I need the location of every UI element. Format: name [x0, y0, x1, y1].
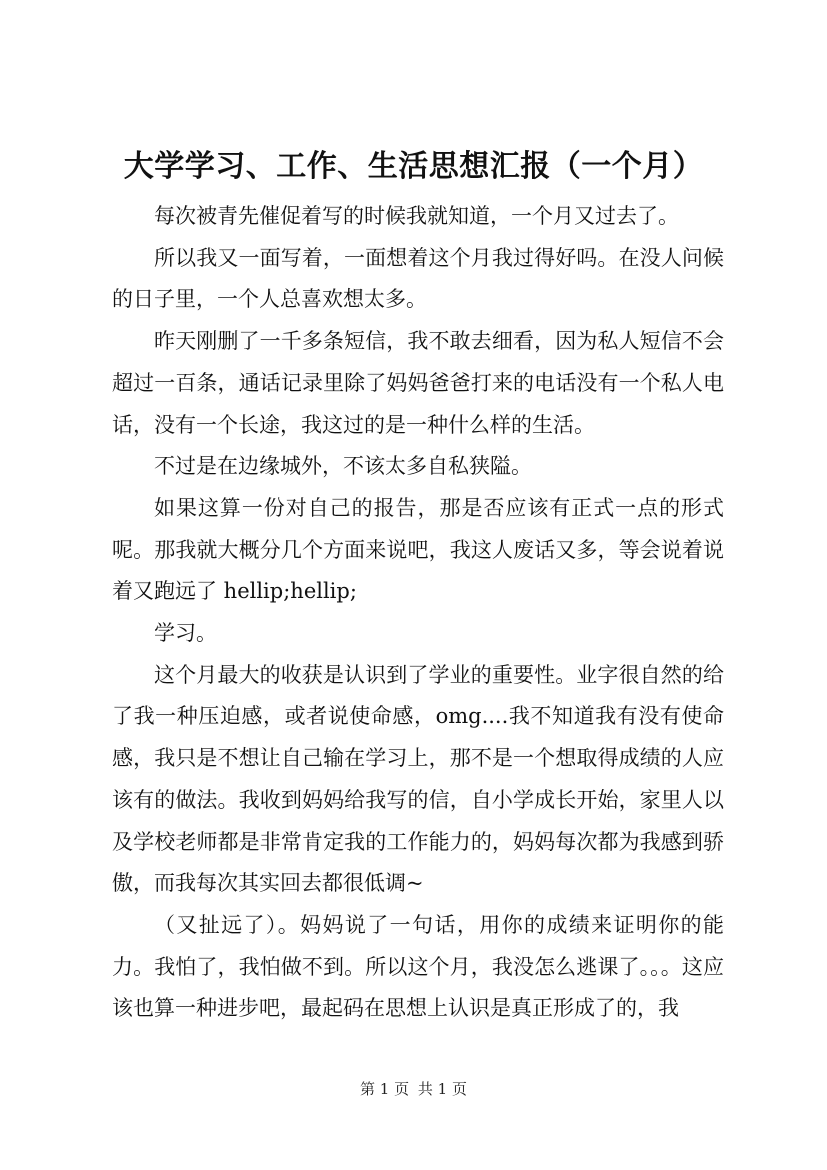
section-heading-study: 学习。: [154, 621, 217, 646]
paragraph: （又扯远了）。妈妈说了一句话，用你的成绩来证明你的能力。我怕了，我怕做不到。所以这个月，我没怎么逃课了。。。这应该也算一种进步吧，最起码在思想上认识是真正形成了的，我: [112, 912, 724, 1021]
page-footer: [0, 1078, 827, 1099]
paragraph: 所以我又一面写着，一面想着这个月我过得好吗。在没人问候的日子里，一个人总喜欢想太多。: [112, 245, 724, 312]
paragraph: 如果这算一份对自己的报告，那是否应该有正式一点的形式呢。那我就大概分几个方面来说吧，我这人废话又多，等会说着说着又跑远了 hellip;hellip;: [112, 495, 724, 604]
paragraph: 昨天刚删了一千多条短信，我不敢去细看，因为私人短信不会超过一百条，通话记录里除了妈妈爸爸打来的电话没有一个私人电话，没有一个长途，我这过的是一种什么样的生活。: [112, 329, 724, 437]
document-title: 大学学习、工作、生活思想汇报（一个月）: [123, 149, 704, 184]
page-total: 共 1 页: [417, 1080, 467, 1098]
document-body: [112, 196, 724, 1030]
page-number: 第 1 页: [360, 1080, 410, 1098]
paragraph: 不过是在边缘城外，不该太多自私狭隘。: [154, 454, 532, 479]
paragraph: 每次被青先催促着写的时候我就知道，一个月又过去了。: [154, 204, 679, 228]
paragraph: 这个月最大的收获是认识到了学业的重要性。业字很自然的给了我一种压迫感，或者说使命感，omg....我不知道我有没有使命感，我只是不想让自己输在学习上，那不是一个想取得成绩的人应该有的做法。我收到妈妈给我写的信，自小学成长开始，家里人以及学校老师都是非常肯定我的工作能力的，妈妈每次都为我感到骄傲，而我每次其实回去都很低调~: [112, 662, 724, 896]
